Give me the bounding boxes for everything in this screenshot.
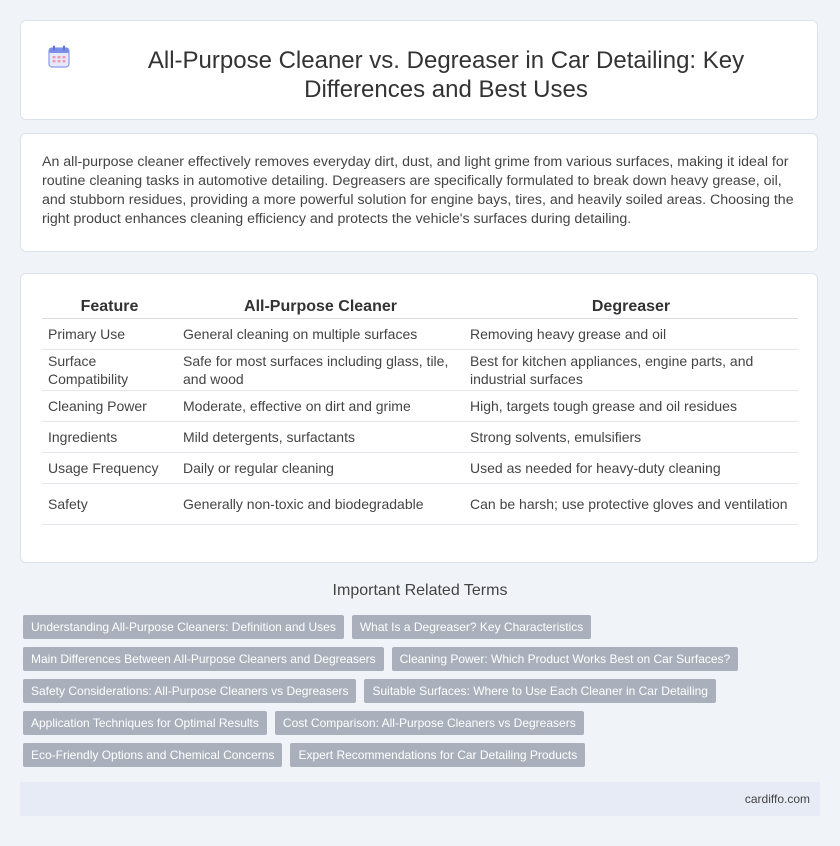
table-row — [42, 453, 798, 484]
table-header-row — [42, 296, 798, 319]
feature-cell: Primary Use — [42, 319, 177, 350]
degreaser-cell: Removing heavy grease and oil — [464, 319, 798, 350]
feature-cell: Ingredients — [42, 422, 177, 453]
all-purpose-cell: General cleaning on multiple surfaces — [177, 319, 464, 350]
table-row — [42, 484, 798, 525]
footer — [20, 782, 820, 816]
table-row — [42, 422, 798, 453]
degreaser-cell: Used as needed for heavy-duty cleaning — [464, 453, 798, 484]
related-term-tag[interactable]: Eco-Friendly Options and Chemical Concerns — [23, 743, 282, 767]
intro-card — [20, 133, 818, 252]
related-terms-title: Important Related Terms — [332, 582, 508, 599]
related-term-tag[interactable]: Application Techniques for Optimal Results — [23, 711, 267, 735]
related-term-tag[interactable]: Cleaning Power: Which Product Works Best on Car Surfaces? — [392, 647, 739, 671]
table-row — [42, 350, 798, 391]
footer-domain[interactable]: cardiffo.com — [744, 792, 810, 806]
all-purpose-cell: Generally non-toxic and biodegradable — [177, 484, 464, 525]
page-title: All-Purpose Cleaner vs. Degreaser in Car Detailing: Key Differences and Best Uses — [147, 47, 745, 103]
all-purpose-cell: Moderate, effective on dirt and grime — [177, 391, 464, 422]
degreaser-cell: High, targets tough grease and oil residues — [464, 391, 798, 422]
all-purpose-cell: Daily or regular cleaning — [177, 453, 464, 484]
degreaser-cell: Best for kitchen appliances, engine parts, and industrial surfaces — [464, 350, 798, 391]
comparison-table — [42, 296, 798, 525]
feature-cell: Surface Compatibility — [42, 350, 177, 391]
header-card — [20, 20, 818, 120]
table-row — [42, 319, 798, 350]
degreaser-cell: Strong solvents, emulsifiers — [464, 422, 798, 453]
related-term-tag[interactable]: Cost Comparison: All-Purpose Cleaners vs Degreasers — [275, 711, 584, 735]
degreaser-cell: Can be harsh; use protective gloves and ventilation — [464, 484, 798, 525]
related-term-tag[interactable]: Expert Recommendations for Car Detailing Products — [290, 743, 585, 767]
feature-cell: Safety — [42, 484, 177, 525]
related-term-tag[interactable]: What Is a Degreaser? Key Characteristics — [352, 615, 591, 639]
all-purpose-cell: Mild detergents, surfactants — [177, 422, 464, 453]
related-term-tag[interactable]: Safety Considerations: All-Purpose Cleaners vs Degreasers — [23, 679, 356, 703]
calendar-grid-icon — [48, 45, 70, 69]
header-degreaser: Degreaser — [464, 296, 798, 319]
related-term-tag[interactable]: Suitable Surfaces: Where to Use Each Cleaner in Car Detailing — [364, 679, 716, 703]
intro-paragraph: An all-purpose cleaner effectively removes everyday dirt, dust, and light grime from various surfaces, making it ideal for routine cleaning tasks in automotive detailing. Degreasers are specifically formulated to break down heavy grease, oil, and stubborn residues, providing a more powerful solution for engine bays, tires, and heavily soiled areas. Choosing the right product enhances cleaning efficiency and protects the vehicle's surfaces during detailing. — [42, 154, 794, 227]
all-purpose-cell: Safe for most surfaces including glass, tile, and wood — [177, 350, 464, 391]
header-feature: Feature — [42, 296, 177, 319]
table-row — [42, 391, 798, 422]
header-all-purpose-cleaner: All-Purpose Cleaner — [177, 296, 464, 319]
related-terms-list — [23, 615, 743, 775]
feature-cell: Cleaning Power — [42, 391, 177, 422]
comparison-card — [20, 273, 818, 563]
feature-cell: Usage Frequency — [42, 453, 177, 484]
related-term-tag[interactable]: Main Differences Between All-Purpose Cleaners and Degreasers — [23, 647, 384, 671]
related-term-tag[interactable]: Understanding All-Purpose Cleaners: Definition and Uses — [23, 615, 344, 639]
